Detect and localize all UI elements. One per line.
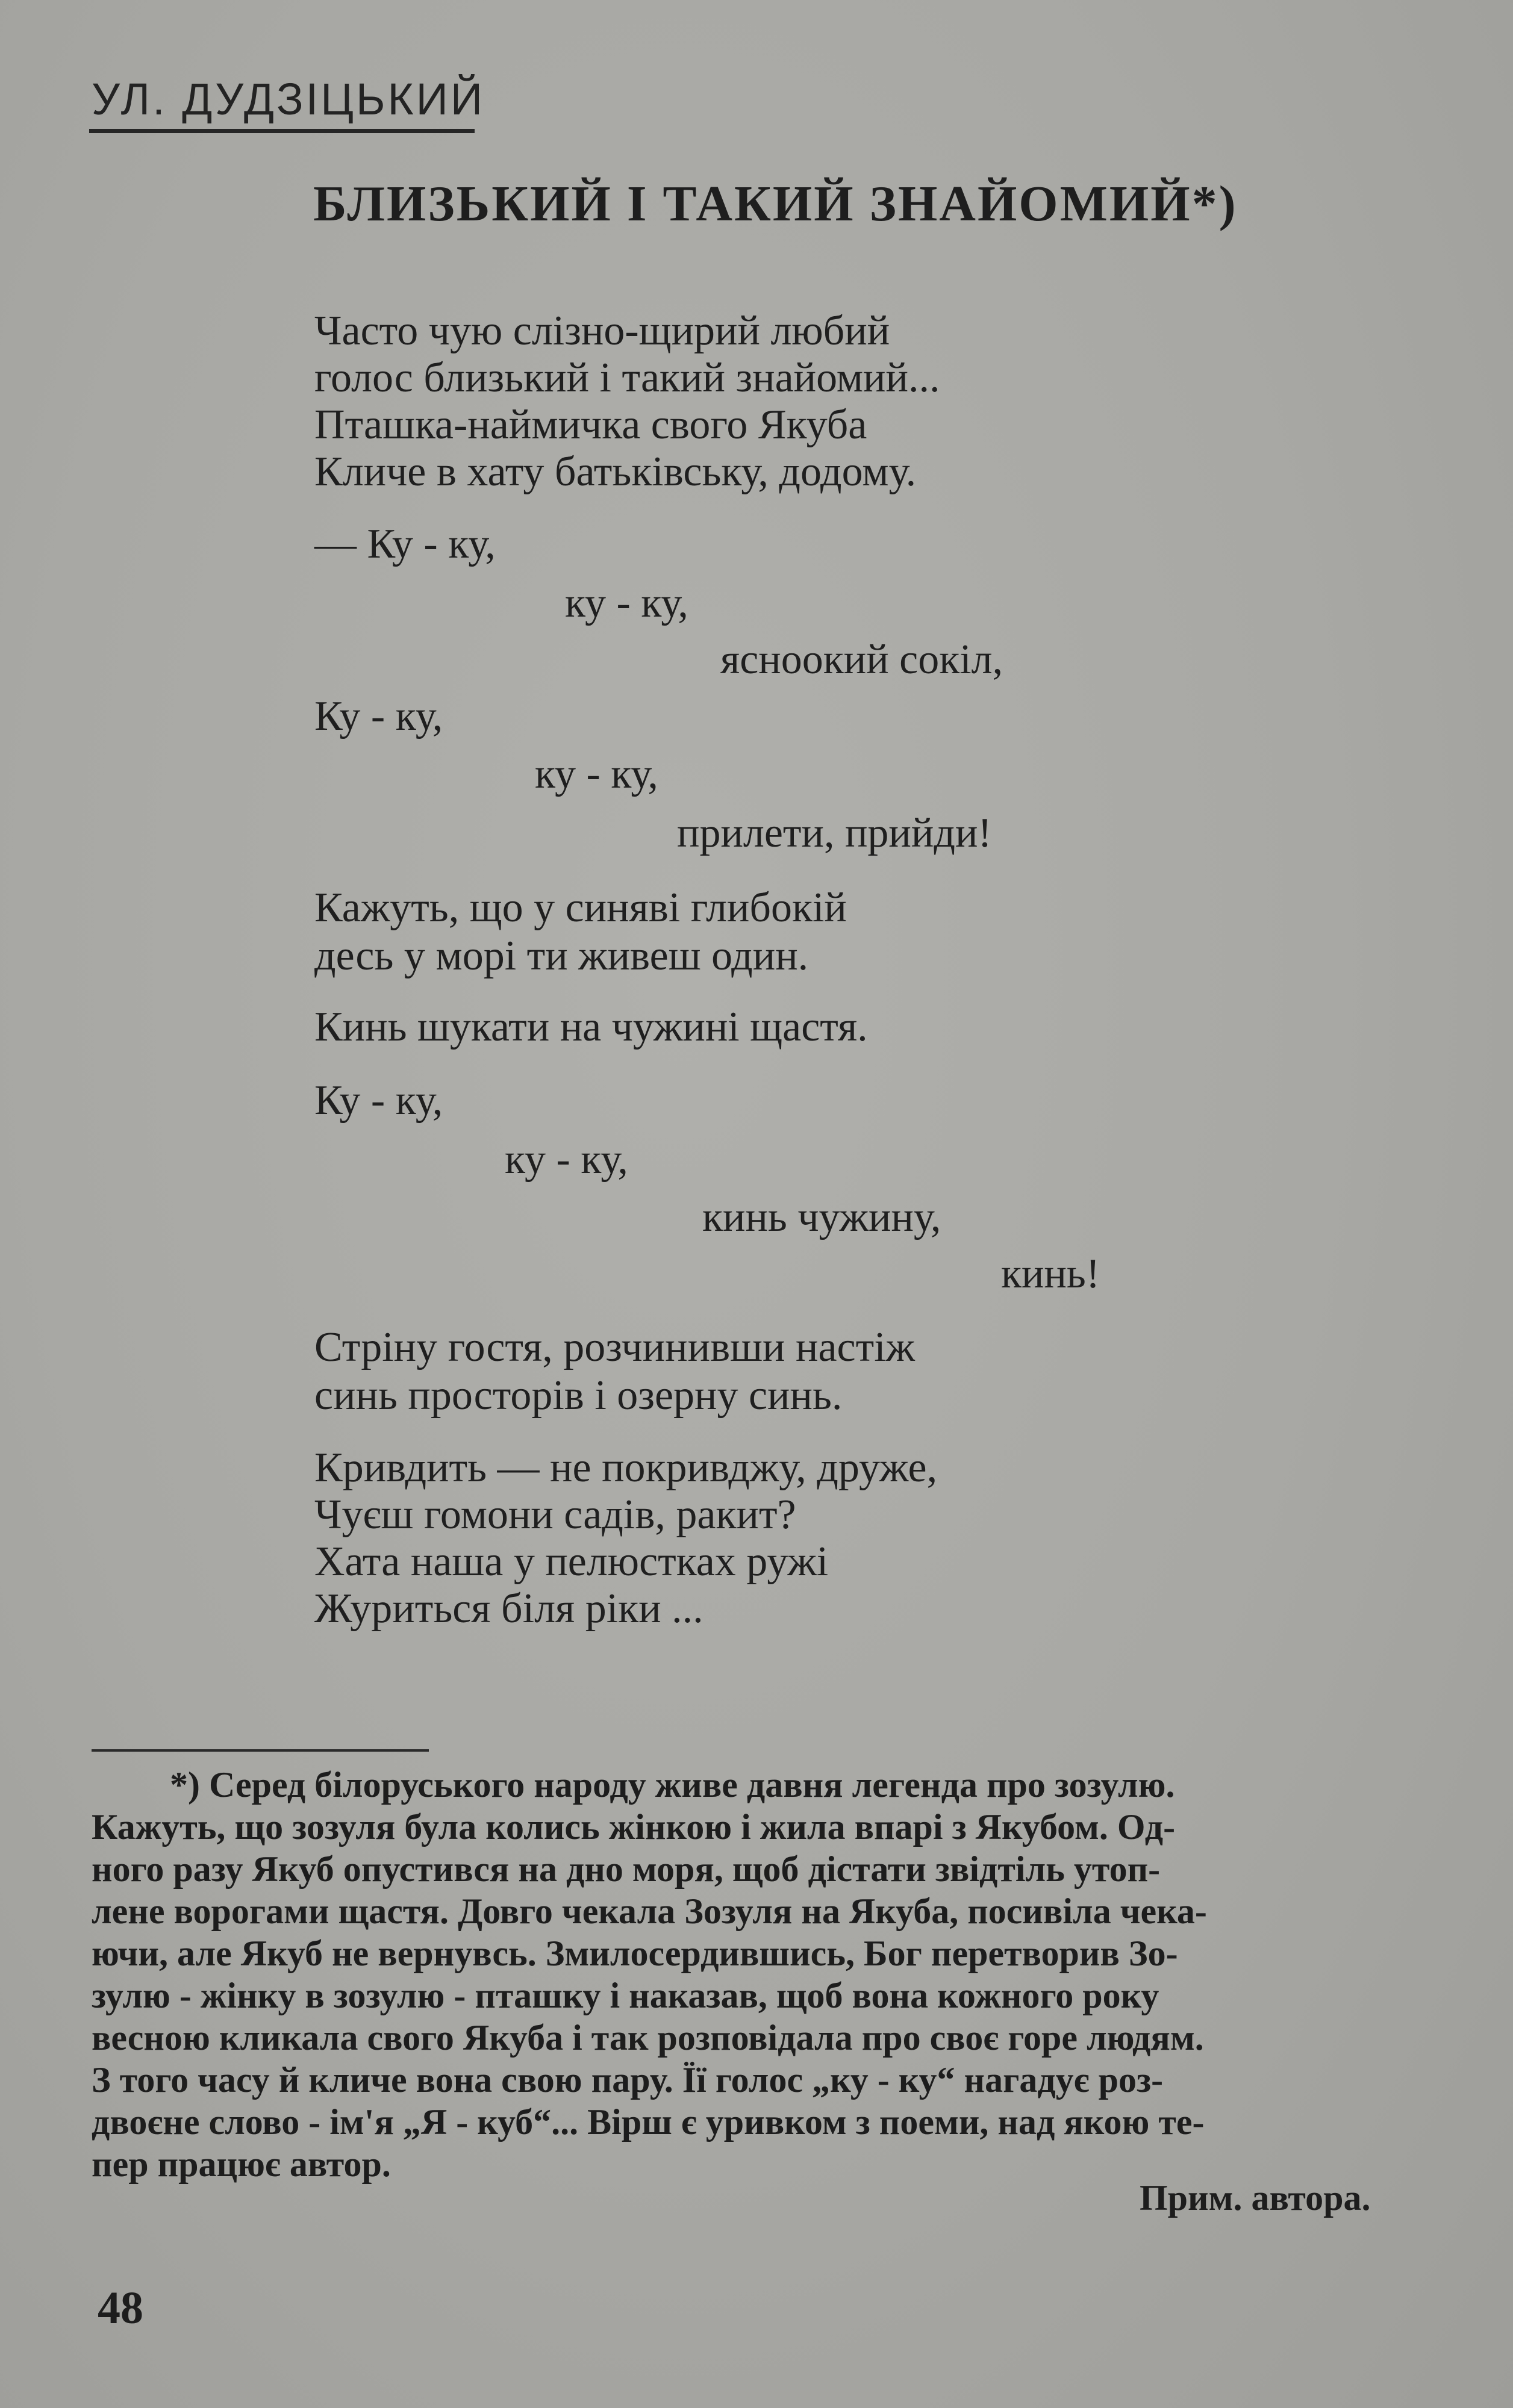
- poem-line: Кривдить — не покривджу, друже,: [314, 1445, 938, 1491]
- footnote-signature: Прим. автора.: [1140, 2178, 1371, 2218]
- poem-line: Часто чую слізно-щирий любий: [314, 308, 890, 354]
- footnote-line: ючи, але Якуб не вернувсь. Змилосердившись, Бог перетворив Зо-: [92, 1934, 1178, 1973]
- poem-line: синь просторів і озерну синь.: [314, 1372, 843, 1419]
- poem-line: Хата наша у пелюстках ружі: [314, 1538, 829, 1585]
- poem-line: Ку - ку,: [314, 1077, 443, 1124]
- poem-title: БЛИЗЬКИЙ І ТАКИЙ ЗНАЙОМИЙ*): [313, 176, 1238, 232]
- poem-line: Кинь шукати на чужині щастя.: [314, 1004, 868, 1050]
- poem-line: Пташка-наймичка свого Якуба: [314, 402, 867, 448]
- poem-line: десь у морі ти живеш один.: [314, 933, 809, 979]
- author-underline: [89, 129, 475, 133]
- poem-line: Чуєш гомони садів, ракит?: [314, 1492, 796, 1538]
- poem-line: — Ку - ку,: [314, 521, 496, 567]
- page-number: 48: [98, 2283, 143, 2333]
- author-name: УЛ. ДУДЗІЦЬКИЙ: [92, 74, 485, 124]
- poem-line: Стріну гостя, розчинивши настіж: [314, 1324, 916, 1370]
- poem-line: Ку - ку,: [314, 693, 443, 739]
- footnote-line: пер працює автор.: [92, 2144, 391, 2184]
- poem-line: ясноокий сокіл,: [720, 636, 1003, 683]
- footnote-line: двоєне слово - ім'я „Я - куб“... Вірш є уривком з поеми, над якою те-: [92, 2102, 1205, 2142]
- poem-line: кинь!: [1001, 1251, 1100, 1297]
- poem-line: прилети, прийди!: [677, 810, 992, 856]
- poem-line: голос близький і такий знайомий...: [314, 355, 940, 401]
- poem-line: Кажуть, що у синяві глибокій: [314, 885, 847, 931]
- footnote-line: ного разу Якуб опустився на дно моря, щоб дістати звідтіль утоп-: [92, 1849, 1161, 1889]
- poem-line: Журиться біля ріки ...: [314, 1585, 703, 1632]
- footnote-line: лене ворогами щастя. Довго чекала Зозуля на Якуба, посивіла чека-: [92, 1891, 1207, 1931]
- poem-line: ку - ку,: [505, 1136, 628, 1183]
- footnote-line: Кажуть, що зозуля була колись жінкою і жила впарі з Якубом. Од-: [92, 1807, 1176, 1847]
- poem-line: кинь чужину,: [702, 1194, 941, 1240]
- footnote-rule: [92, 1749, 429, 1752]
- poem-line: ку - ку,: [535, 751, 658, 797]
- footnote-line: *) Серед білоруського народу живе давня легенда про зозулю.: [170, 1765, 1175, 1805]
- footnote-line: З того часу й кличе вона свою пару. Її голос „ку - ку“ нагадує роз-: [92, 2060, 1164, 2100]
- footnote-line: зулю - жінку в зозулю - пташку і наказав, щоб вона кожного року: [92, 1976, 1159, 2015]
- footnote-line: весною кликала свого Якуба і так розповідала про своє горе людям.: [92, 2018, 1204, 2058]
- poem-line: Кличе в хату батьківську, додому.: [314, 449, 917, 495]
- poem-line: ку - ку,: [565, 580, 688, 626]
